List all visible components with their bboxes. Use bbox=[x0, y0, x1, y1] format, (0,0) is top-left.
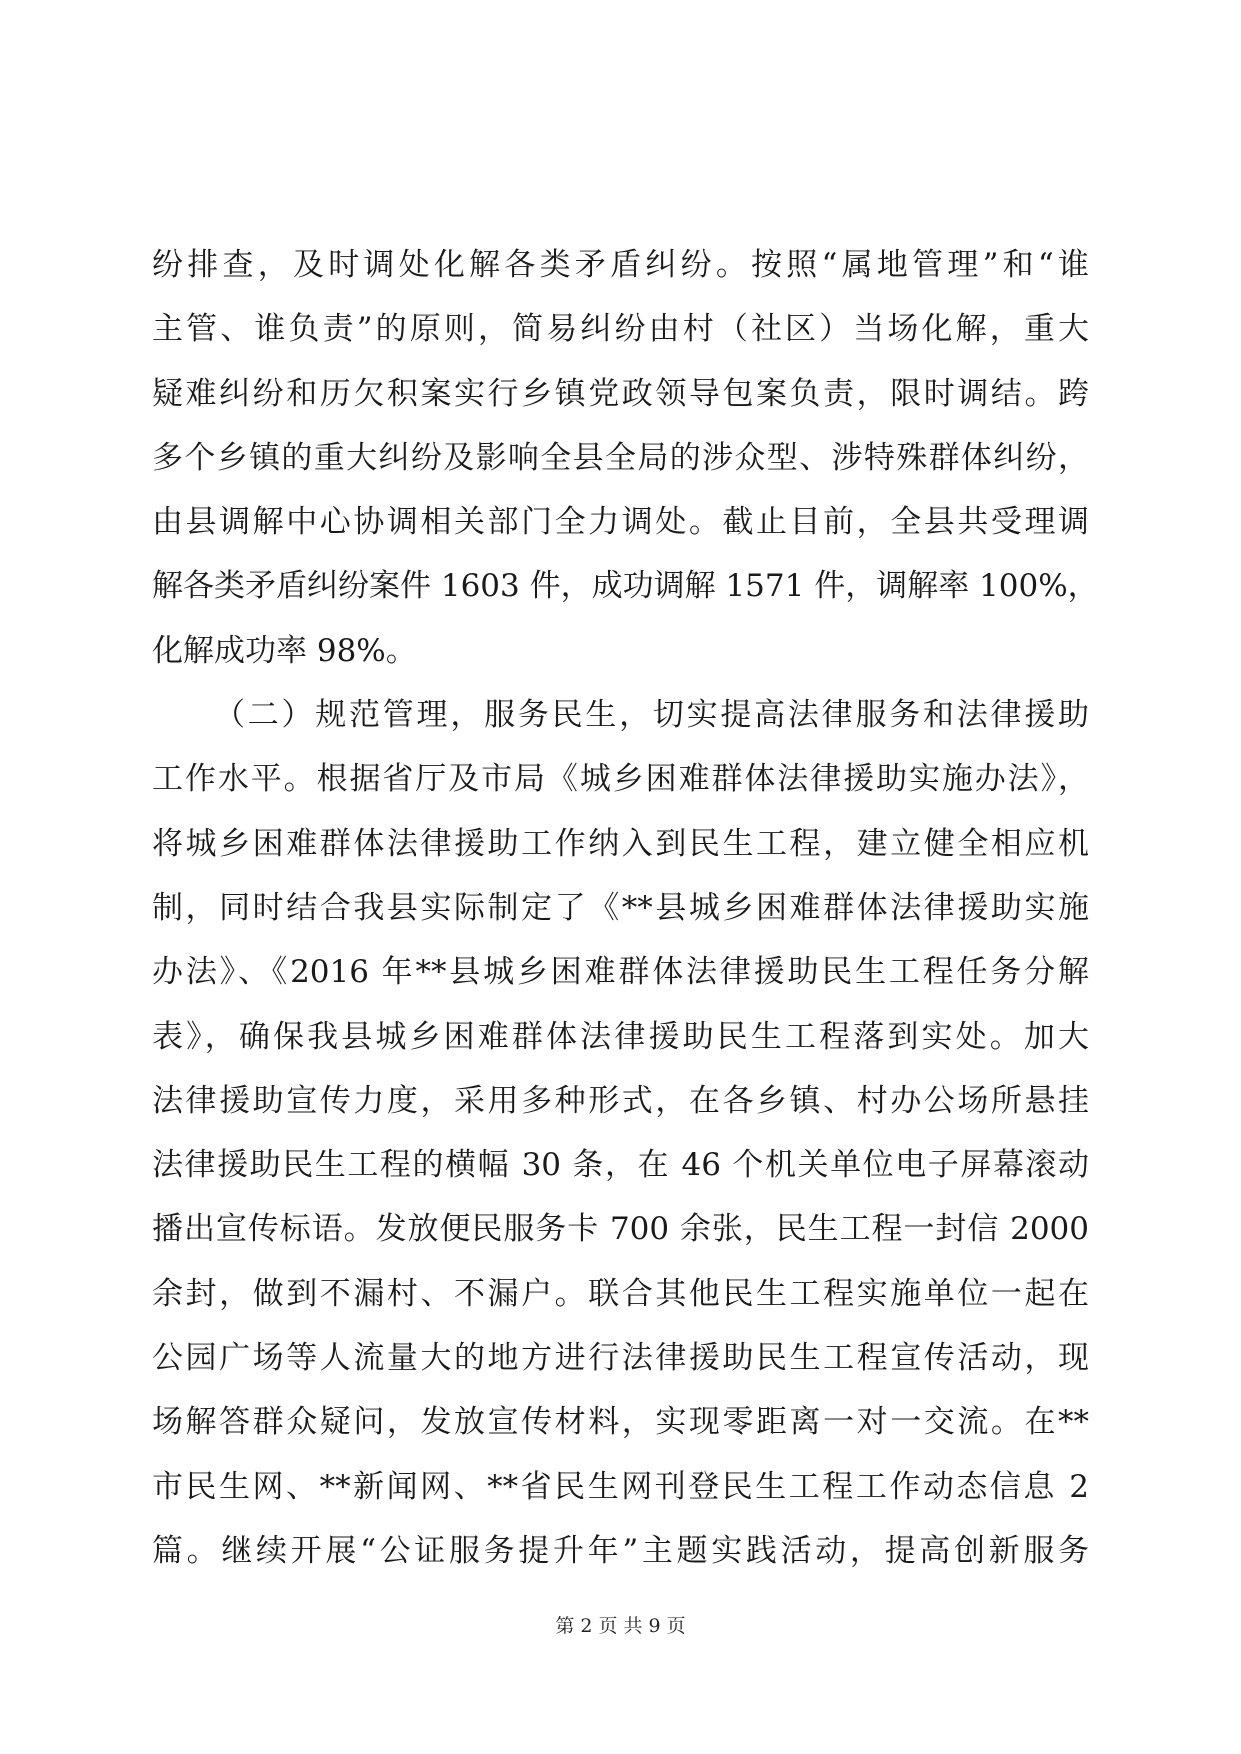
text-line-16: 播出宣传标语。发放便民服务卡 700 余张，民生工程一封信 2000 bbox=[152, 1211, 1089, 1248]
text-line-1: 纷排查，及时调处化解各类矛盾纠纷。按照“属地管理”和“谁 bbox=[152, 247, 1089, 283]
text-line-2: 主管、谁负责”的原则，简易纠纷由村（社区）当场化解，重大 bbox=[152, 311, 1089, 348]
text-line-9: 工作水平。根据省厅及市局《城乡困难群体法律援助实施办法》， bbox=[152, 761, 1089, 798]
text-line-4: 多个乡镇的重大纠纷及影响全县全局的涉众型、涉特殊群体纠纷， bbox=[152, 439, 1089, 476]
text-line-8: （二）规范管理，服务民生，切实提高法律服务和法律援助 bbox=[214, 697, 1089, 734]
text-line-14: 法律援助宣传力度，采用多种形式，在各乡镇、村办公场所悬挂 bbox=[152, 1082, 1089, 1119]
text-line-20: 市民生网、**新闻网、**省民生网刊登民生工程工作动态信息 2 bbox=[152, 1468, 1089, 1505]
text-line-5: 由县调解中心协调相关部门全力调处。截止目前，全县共受理调 bbox=[152, 504, 1089, 541]
page-number-footer: 第 2 页 共 9 页 bbox=[555, 1615, 686, 1637]
document-body bbox=[152, 233, 1099, 1583]
text-line-11: 制，同时结合我县实际制定了《**县城乡困难群体法律援助实施 bbox=[152, 889, 1089, 926]
text-line-3: 疑难纠纷和历欠积案实行乡镇党政领导包案负责，限时调结。跨 bbox=[152, 375, 1089, 412]
text-line-19: 场解答群众疑问，发放宣传材料，实现零距离一对一交流。在** bbox=[152, 1404, 1089, 1441]
text-line-13: 表》，确保我县城乡困难群体法律援助民生工程落到实处。加大 bbox=[152, 1018, 1089, 1055]
text-line-10: 将城乡困难群体法律援助工作纳入到民生工程，建立健全相应机 bbox=[152, 825, 1089, 862]
text-line-18: 公园广场等人流量大的地方进行法律援助民生工程宣传活动，现 bbox=[152, 1340, 1089, 1377]
text-line-12: 办法》、《2016 年**县城乡困难群体法律援助民生工程任务分解 bbox=[152, 954, 1089, 991]
text-line-7: 化解成功率 98%。 bbox=[152, 632, 417, 669]
text-line-17: 余封，做到不漏村、不漏户。联合其他民生工程实施单位一起在 bbox=[152, 1275, 1089, 1312]
text-line-15: 法律援助民生工程的横幅 30 条，在 46 个机关单位电子屏幕滚动 bbox=[152, 1147, 1089, 1184]
text-line-6: 解各类矛盾纠纷案件 1603 件，成功调解 1571 件，调解率 100%， bbox=[152, 568, 1099, 605]
text-line-21: 篇。继续开展“公证服务提升年”主题实践活动，提高创新服务 bbox=[152, 1532, 1089, 1569]
